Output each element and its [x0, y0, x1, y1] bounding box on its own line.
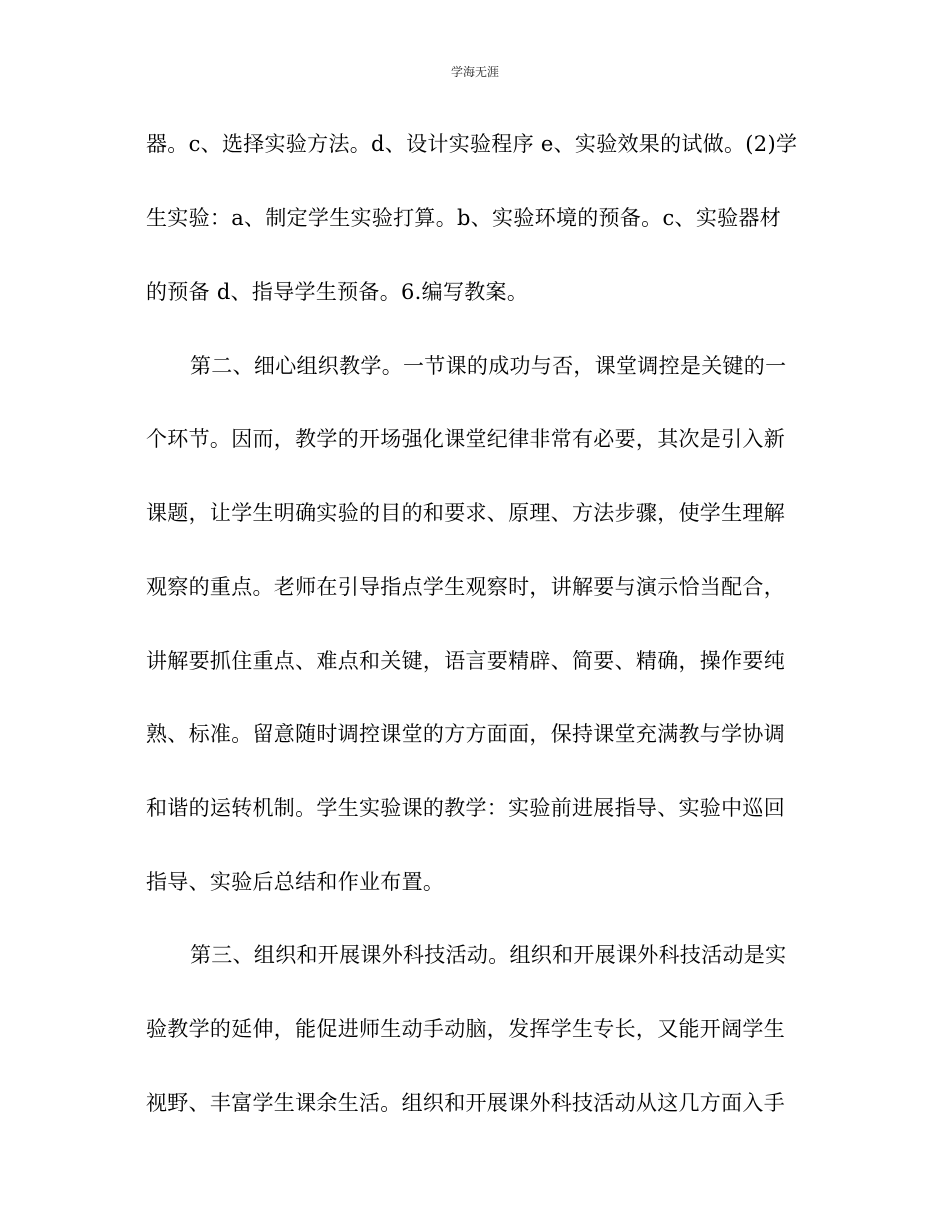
text-line: 的预备 d、指导学生预备。6.编写教案。 [146, 280, 529, 304]
text-line: 生实验：a、制定学生实验打算。b、实验环境的预备。c、实验器材 [146, 206, 782, 230]
page-header: 学海无涯 [450, 65, 499, 79]
text-line: 验教学的延伸，能促进师生动手动脑，发挥学生专长，又能开阔学生 [146, 1017, 785, 1041]
text-line: 讲解要抓住重点、难点和关键，语言要精辟、简要、精确，操作要纯 [146, 649, 785, 673]
text-line: 熟、标准。留意随时调控课堂的方方面面，保持课堂充满教与学协调 [146, 722, 785, 746]
text-line: 观察的重点。老师在引导指点学生观察时，讲解要与演示恰当配合， [146, 575, 785, 599]
text-line: 指导、实验后总结和作业布置。 [146, 870, 445, 894]
text-line: 个环节。因而，教学的开场强化课堂纪律非常有必要，其次是引入新 [146, 427, 785, 451]
text-line: 第三、组织和开展课外科技活动。组织和开展课外科技活动是实 [190, 943, 787, 967]
text-line: 和谐的运转机制。学生实验课的教学：实验前进展指导、实验中巡回 [146, 796, 785, 820]
text-line: 器。c、选择实验方法。d、设计实验程序 e、实验效果的试做。(2)学 [146, 132, 798, 156]
text-line: 第二、细心组织教学。一节课的成功与否，课堂调控是关键的一 [190, 354, 787, 378]
text-line: 课题，让学生明确实验的目的和要求、原理、方法步骤，使学生理解 [146, 501, 785, 525]
text-line: 视野、丰富学生课余生活。组织和开展课外科技活动从这几方面入手 [146, 1091, 785, 1115]
